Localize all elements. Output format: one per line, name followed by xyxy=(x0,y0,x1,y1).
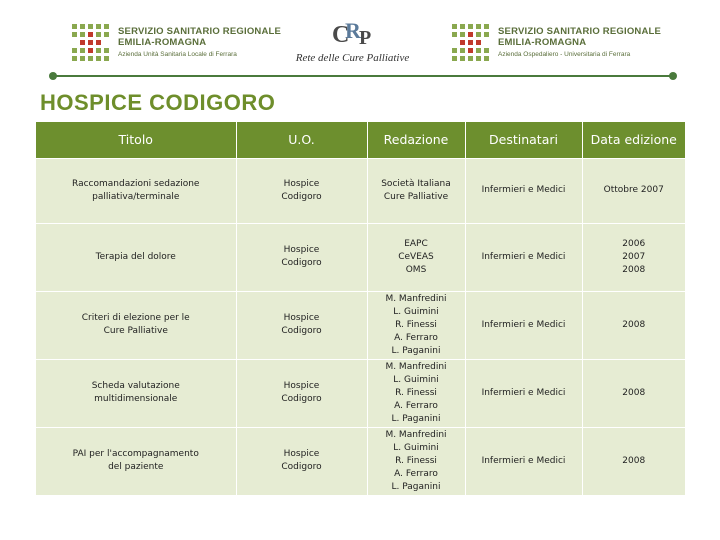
col-header-uo: U.O. xyxy=(236,122,367,158)
cell-data-edizione: Ottobre 2007 xyxy=(582,158,685,223)
left-logo-line1: SERVIZIO SANITARIO REGIONALE xyxy=(118,26,282,38)
col-header-destinatari: Destinatari xyxy=(465,122,582,158)
cell-uo: Hospice Codigoro xyxy=(236,223,367,291)
cell-redazione: M. Manfredini L. Guimini R. Finessi A. Ferraro L. Paganini xyxy=(367,359,465,427)
svg-text:P: P xyxy=(358,27,371,49)
cell-redazione: EAPC CeVEAS OMS xyxy=(367,223,465,291)
right-logo-line2: EMILIA-ROMAGNA xyxy=(498,37,587,49)
regional-grid-icon xyxy=(72,24,110,62)
col-header-redazione: Redazione xyxy=(367,122,465,158)
documents-table xyxy=(36,122,685,495)
cell-data-edizione: 2008 xyxy=(582,359,685,427)
right-logo-line1: SERVIZIO SANITARIO REGIONALE xyxy=(498,26,662,38)
cell-destinatari: Infermieri e Medici xyxy=(465,223,582,291)
rcp-logo-text: Rete delle Cure Palliative xyxy=(295,52,410,64)
header-divider xyxy=(53,75,673,77)
aou-ferrara-logo xyxy=(452,18,661,68)
col-header-titolo: Titolo xyxy=(36,122,236,158)
cell-data-edizione: 2008 xyxy=(582,291,685,359)
regional-grid-icon xyxy=(452,24,490,62)
cell-titolo: PAI per l'accompagnamento del paziente xyxy=(36,427,236,495)
table-row xyxy=(36,427,685,495)
cell-uo: Hospice Codigoro xyxy=(236,291,367,359)
svg-text:C: C xyxy=(331,22,349,48)
left-logo-line2: EMILIA-ROMAGNA xyxy=(118,37,207,49)
cell-redazione: M. Manfredini L. Guimini R. Finessi A. Ferraro L. Paganini xyxy=(367,427,465,495)
divider-dot-right xyxy=(669,72,677,80)
page-title: HOSPICE CODIGORO xyxy=(40,90,276,115)
cell-data-edizione: 2008 xyxy=(582,427,685,495)
rcp-logo xyxy=(285,16,420,66)
cell-titolo: Terapia del dolore xyxy=(36,223,236,291)
table-row xyxy=(36,223,685,291)
cell-uo: Hospice Codigoro xyxy=(236,427,367,495)
svg-text:R: R xyxy=(344,18,361,43)
table-row xyxy=(36,291,685,359)
cell-titolo: Raccomandazioni sedazione palliativa/terminale xyxy=(36,158,236,223)
cell-titolo: Criteri di elezione per le Cure Palliative xyxy=(36,291,236,359)
cell-uo: Hospice Codigoro xyxy=(236,359,367,427)
cell-uo: Hospice Codigoro xyxy=(236,158,367,223)
table-row xyxy=(36,158,685,223)
right-logo-line3: Azienda Ospedaliero - Universitaria di Ferrara xyxy=(498,51,631,59)
rcp-monogram-icon xyxy=(328,16,378,50)
table-row xyxy=(36,359,685,427)
cell-destinatari: Infermieri e Medici xyxy=(465,158,582,223)
cell-redazione: Società Italiana Cure Palliative xyxy=(367,158,465,223)
table-header-row xyxy=(36,122,685,158)
divider-dot-left xyxy=(49,72,57,80)
cell-destinatari: Infermieri e Medici xyxy=(465,359,582,427)
cell-destinatari: Infermieri e Medici xyxy=(465,291,582,359)
col-header-data-edizione: Data edizione xyxy=(582,122,685,158)
left-logo-line3: Azienda Unità Sanitaria Locale di Ferrara xyxy=(118,51,237,59)
cell-data-edizione: 2006 2007 2008 xyxy=(582,223,685,291)
cell-destinatari: Infermieri e Medici xyxy=(465,427,582,495)
ausl-ferrara-logo xyxy=(72,18,281,68)
cell-redazione: M. Manfredini L. Guimini R. Finessi A. Ferraro L. Paganini xyxy=(367,291,465,359)
cell-titolo: Scheda valutazione multidimensionale xyxy=(36,359,236,427)
